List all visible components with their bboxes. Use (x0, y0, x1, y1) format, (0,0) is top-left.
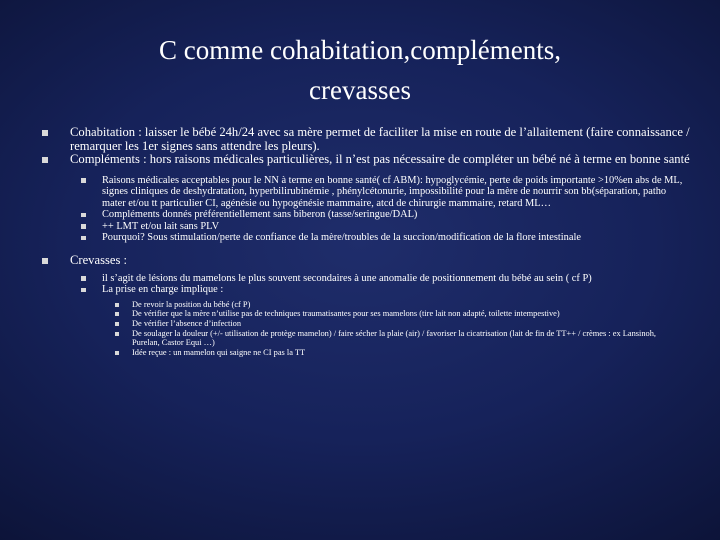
sub-bullet-text: ++ LMT et/ou lait sans PLV (102, 220, 220, 232)
bullet-complements (0, 153, 720, 167)
title-line-1: C comme cohabitation,compléments, (159, 35, 561, 65)
sub-sub-bullet-text: De vérifier l’absence d’infection (132, 318, 242, 328)
bullet-cohabitation (0, 126, 720, 153)
sub-bullet-sans-biberon (0, 209, 720, 221)
sub-sub-bullet-text: De vérifier que la mère n’utilise pas de techniques traumatisantes pour ses mamelons (tire lait non adapté, toilette intempestive) (132, 309, 560, 319)
sub-bullet-text: Compléments donnés préférentiellement sans biberon (tasse/seringue/DAL) (102, 209, 418, 221)
sub-bullet-lesions (0, 273, 720, 285)
square-bullet-icon (42, 130, 48, 136)
sub-bullet-pourquoi (0, 232, 720, 244)
sub-bullet-text: il s’agit de lésions du mamelons le plus souvent secondaires à une anomalie de positionnement du bébé au sein ( cf P) (102, 272, 592, 284)
bullet-text: Crevasses : (70, 253, 128, 268)
sub-bullet-text: Raisons médicales acceptables pour le NN à terme en bonne santé( cf ABM): hypoglycémie, perte de poids importante >10%en abs de ML, signes cliniques de deshydratation, hyperbilirubinémie , phénylcétonurie, impossibilité pour la mère de nourrir son bb(séparation, patho mater et/ou tt particulier CI, agénésie ou hypogénésie mammaire, atcd de chirurgie mammaire, retard ML… (102, 174, 683, 209)
sub-bullet-text: La prise en charge implique : (102, 284, 224, 296)
square-bullet-icon (81, 224, 86, 229)
sub-bullet-prise-en-charge (0, 284, 720, 296)
bullet-text: Cohabitation : laisser le bébé 24h/24 avec sa mère permet de faciliter la mise en route de l’allaitement (faire connaissance / remarquer les 1er signes sans attendre les pleurs). (70, 125, 690, 153)
sub-sub-bullet-text: Idée reçue : un mamelon qui saigne ne CI pas la TT (132, 347, 306, 357)
square-bullet-icon (115, 312, 119, 316)
title-line-2: crevasses (309, 75, 411, 105)
sub-bullet-lmt (0, 221, 720, 233)
square-bullet-icon (81, 178, 86, 183)
sub-sub-bullet-text: De soulager la douleur (+/- utilisation de protège mamelon) / faire sécher la plaie (air) / favoriser la cicatrisation (lait de fin de TT++ / crèmes : ex Lansinoh, Purelan, Castor Equi …) (132, 328, 656, 348)
sub-sub-bullet-position (0, 300, 720, 310)
slide-content (0, 126, 720, 357)
square-bullet-icon (81, 288, 86, 293)
bullet-text: Compléments : hors raisons médicales particulières, il n’est pas nécessaire de compléter un bébé né à terme en bonne santé (70, 152, 690, 166)
square-bullet-icon (81, 276, 86, 281)
square-bullet-icon (115, 303, 119, 307)
square-bullet-icon (115, 322, 119, 326)
square-bullet-icon (42, 157, 48, 163)
square-bullet-icon (115, 351, 119, 355)
sub-bullet-raisons-medicales (0, 175, 720, 210)
sub-sub-bullet-idee-recue (0, 348, 720, 358)
sub-sub-bullet-douleur (0, 329, 720, 348)
square-bullet-icon (81, 213, 86, 218)
slide-title (60, 30, 660, 110)
sub-sub-bullet-techniques (0, 309, 720, 319)
sub-sub-bullet-infection (0, 319, 720, 329)
sub-bullet-text: Pourquoi? Sous stimulation/perte de confiance de la mère/troubles de la succion/modification de la flore intestinale (102, 232, 581, 244)
square-bullet-icon (42, 258, 48, 264)
square-bullet-icon (115, 332, 119, 336)
sub-sub-bullet-text: De revoir la position du bébé (cf P) (132, 299, 251, 309)
bullet-crevasses (0, 254, 720, 268)
square-bullet-icon (81, 236, 86, 241)
